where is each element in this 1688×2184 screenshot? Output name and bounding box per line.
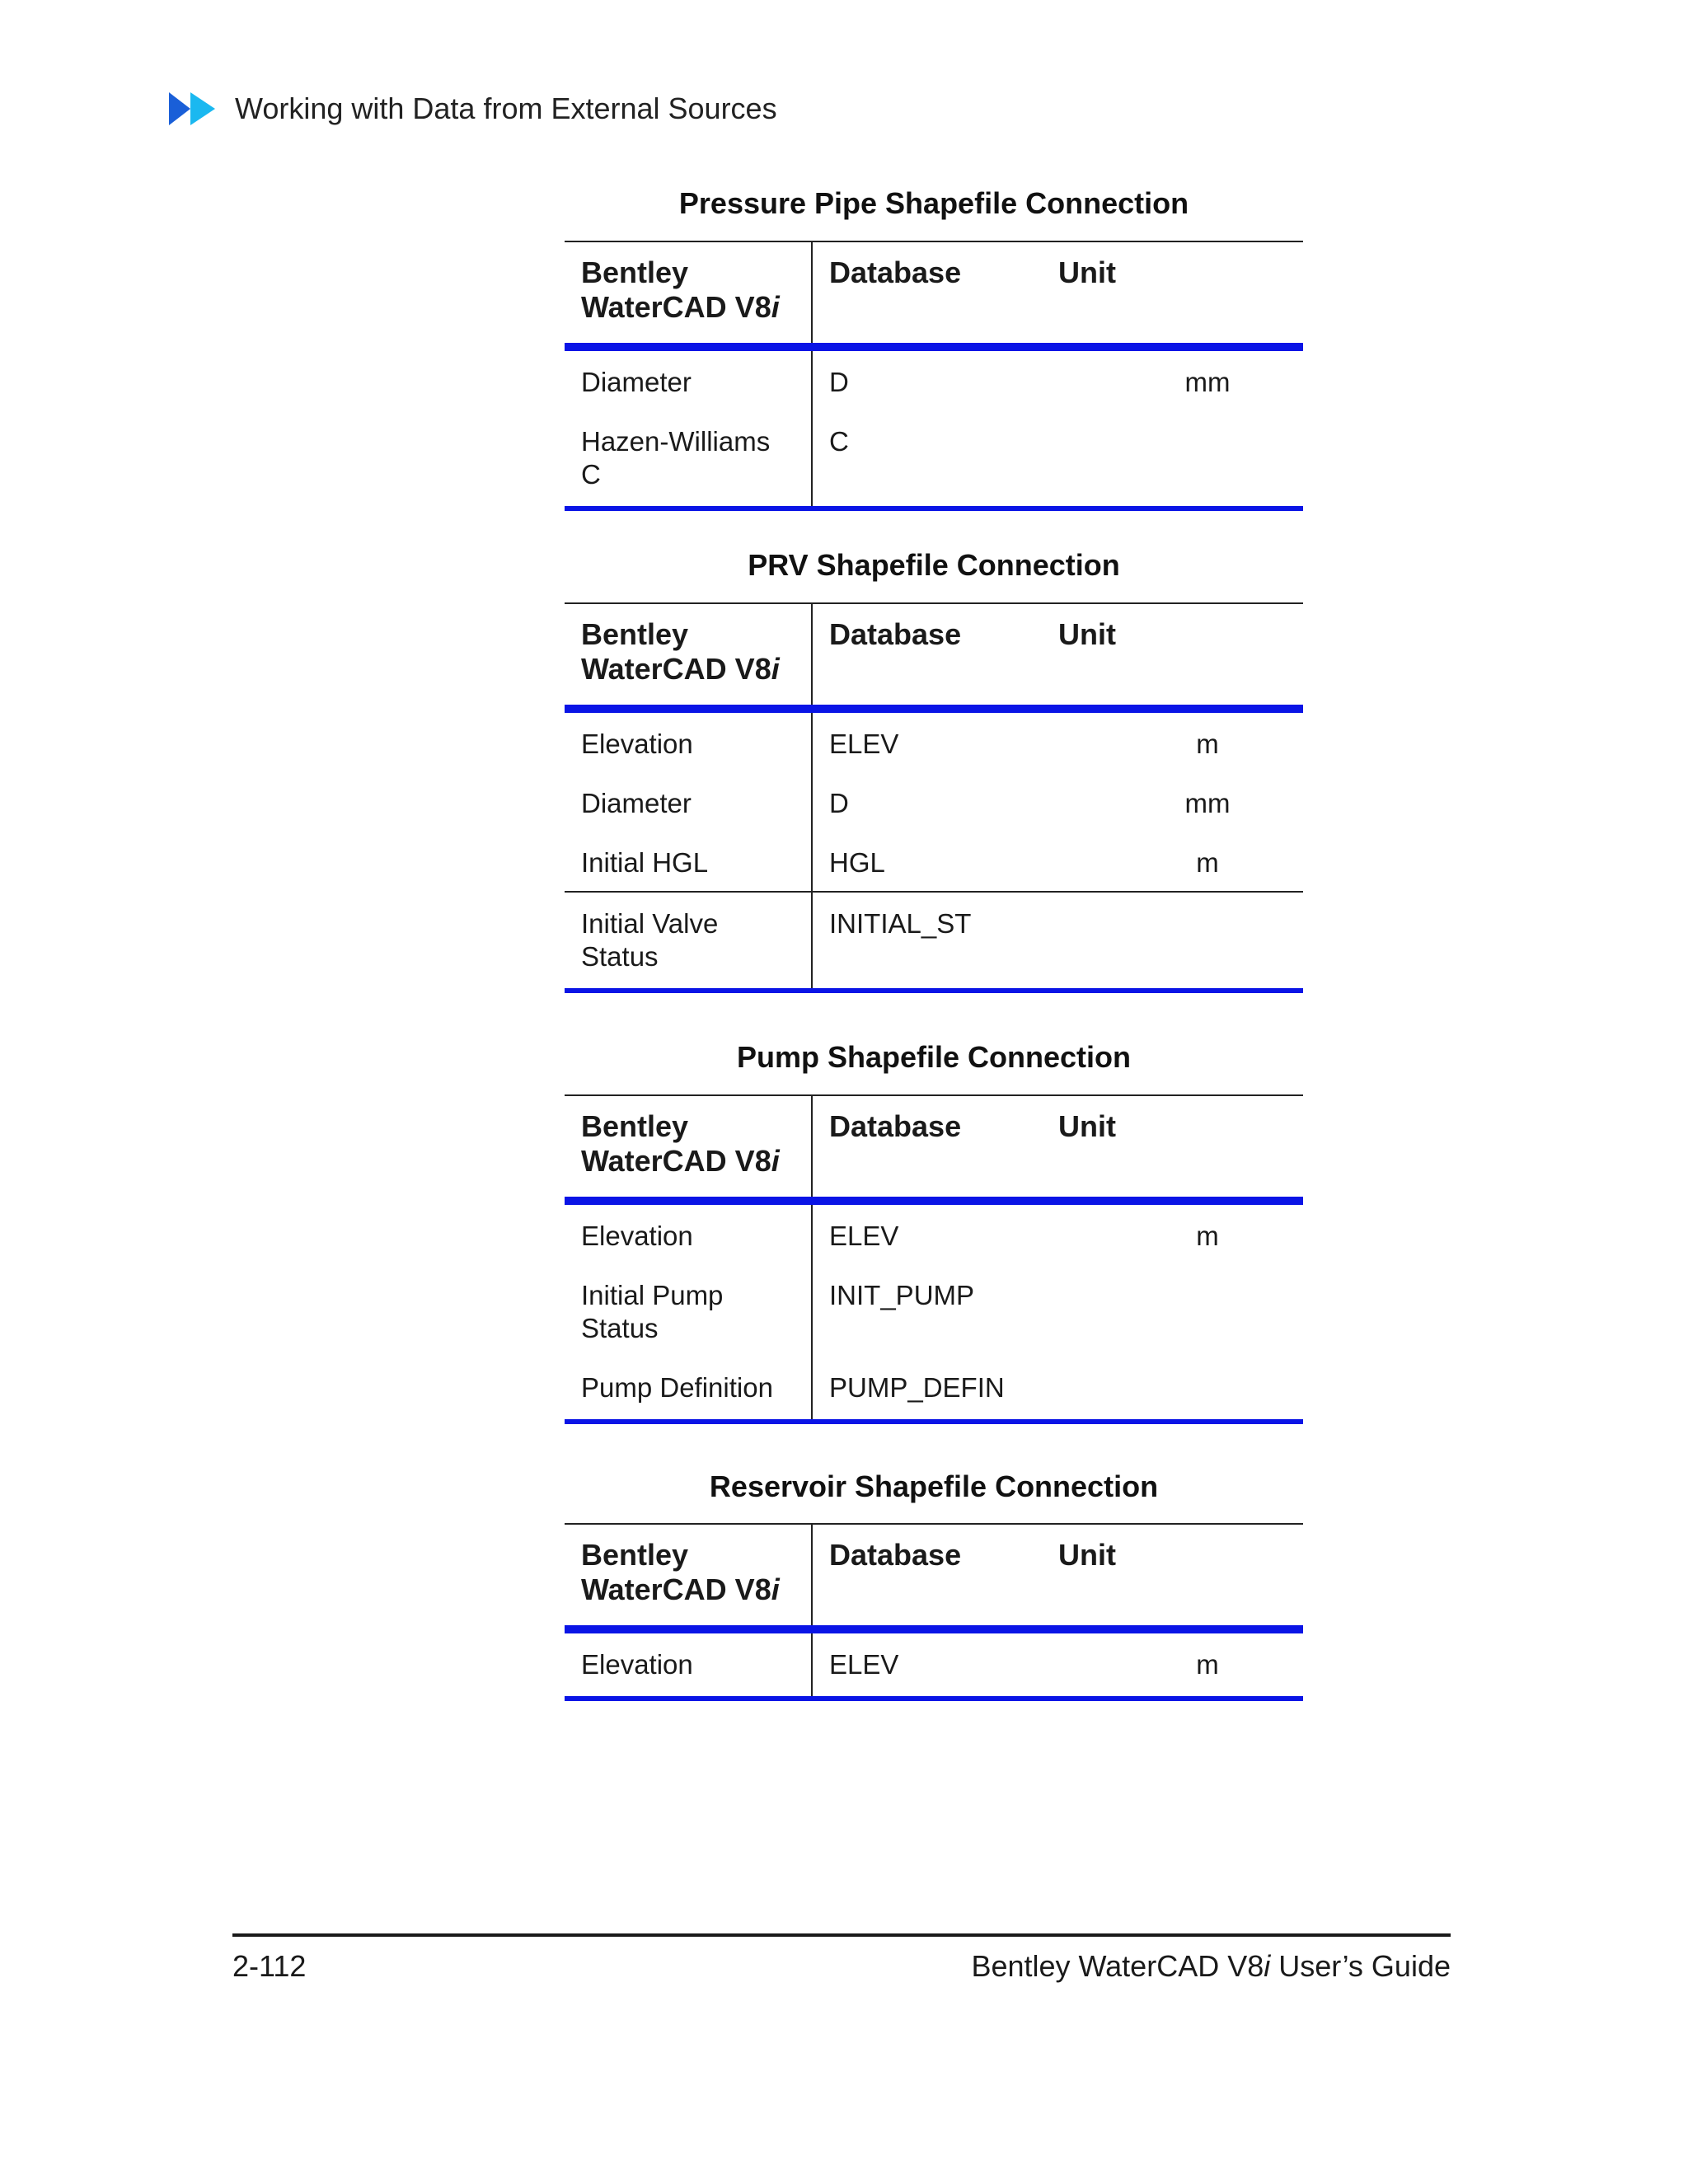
database-field: ELEV [829, 1221, 899, 1251]
unit-value [1058, 1264, 1303, 1357]
database-field: ELEV [829, 729, 899, 759]
double-chevron-icon [169, 91, 220, 127]
table-row [565, 1264, 1303, 1357]
table-row [565, 709, 1303, 772]
unit-value [1058, 892, 1303, 991]
field-name: Initial HGL [565, 832, 812, 892]
database-column-header: Database [829, 1538, 962, 1572]
database-field: D [829, 788, 849, 818]
field-name: Elevation [565, 1629, 812, 1699]
unit-value [1058, 1357, 1303, 1422]
unit-value [1058, 410, 1303, 509]
table-header-row [565, 1095, 1303, 1201]
product-column-header: Bentley WaterCAD V8i [565, 1524, 812, 1629]
unit-value: m [1196, 1649, 1219, 1680]
table-header-row [565, 603, 1303, 709]
prv-table [565, 602, 1303, 993]
database-field: ELEV [829, 1649, 899, 1680]
pressure-pipe-table [565, 241, 1303, 511]
product-column-header: Bentley WaterCAD V8i [565, 1095, 812, 1201]
unit-value: mm [1184, 788, 1231, 818]
table-row [565, 1357, 1303, 1422]
unit-value: m [1196, 729, 1219, 759]
field-name: Elevation [565, 709, 812, 772]
database-field: PUMP_DEFIN [829, 1372, 1005, 1403]
database-field: HGL [829, 847, 885, 878]
field-name: Pump Definition [565, 1357, 812, 1422]
field-name: Elevation [565, 1201, 812, 1264]
unit-column-header: Unit [1058, 1538, 1116, 1572]
unit-column-header: Unit [1058, 1109, 1116, 1143]
field-name: Initial Pump Status [565, 1264, 812, 1357]
database-column-header: Database [829, 617, 962, 651]
unit-column-header: Unit [1058, 255, 1116, 289]
field-name: Hazen-Williams C [565, 410, 812, 509]
unit-value: mm [1184, 367, 1231, 397]
table-title-prv: PRV Shapefile Connection [748, 548, 1120, 582]
unit-value: m [1196, 847, 1219, 878]
database-column-header: Database [829, 255, 962, 289]
database-column-header: Database [829, 1109, 962, 1143]
page-number: 2-112 [232, 1949, 307, 1983]
pump-table [565, 1094, 1303, 1424]
table-title-pressure-pipe: Pressure Pipe Shapefile Connection [678, 186, 1189, 220]
footer-rule [232, 1933, 1451, 1937]
product-column-header: Bentley WaterCAD V8i [565, 241, 812, 347]
running-header [169, 87, 777, 130]
table-row [565, 832, 1303, 892]
field-name: Diameter [565, 772, 812, 832]
table-row [565, 410, 1303, 509]
unit-column-header: Unit [1058, 617, 1116, 651]
database-field: INITIAL_ST [812, 892, 1058, 991]
field-name: Initial Valve Status [565, 892, 812, 991]
table-title-pump: Pump Shapefile Connection [736, 1040, 1132, 1074]
reservoir-table [565, 1523, 1303, 1701]
table-title-reservoir: Reservoir Shapefile Connection [709, 1469, 1159, 1503]
unit-value: m [1196, 1221, 1219, 1251]
chapter-title: Working with Data from External Sources [235, 91, 777, 125]
database-field: C [829, 426, 849, 457]
guide-title: Bentley WaterCAD V8i User’s Guide [971, 1949, 1451, 1983]
database-field: D [829, 367, 849, 397]
table-header-row [565, 241, 1303, 347]
field-name: Diameter [565, 347, 812, 410]
database-field: INIT_PUMP [829, 1280, 975, 1310]
product-column-header: Bentley WaterCAD V8i [565, 603, 812, 709]
table-row [565, 892, 1303, 991]
table-row [565, 1629, 1303, 1699]
table-row [565, 1201, 1303, 1264]
table-header-row [565, 1524, 1303, 1629]
table-row [565, 347, 1303, 410]
table-row [565, 772, 1303, 832]
